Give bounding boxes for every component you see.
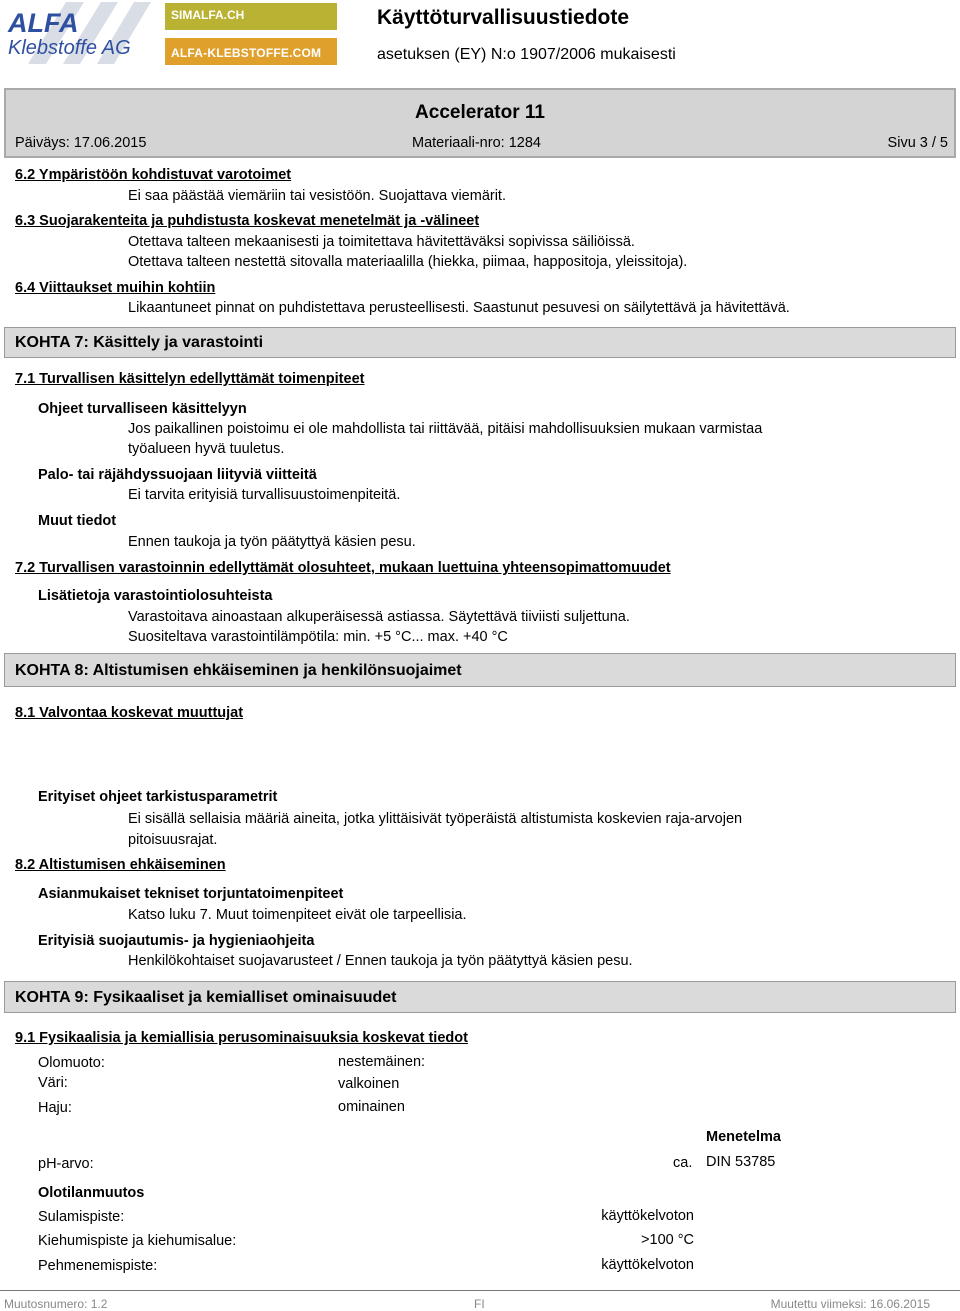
- heading-8-1: 8.1 Valvontaa koskevat muuttujat: [15, 705, 244, 721]
- value-vari: valkoinen: [338, 1076, 400, 1092]
- heading-state-change: Olotilanmuutos: [38, 1185, 145, 1201]
- text-hygiene: Henkilökohtaiset suojavarusteet / Ennen taukoja ja työn päätyttyä käsien pesu.: [128, 953, 633, 969]
- footer-language: FI: [474, 1297, 485, 1311]
- heading-7-2: 7.2 Turvallisen varastoinnin edellyttämät olosuhteet, mukaan luettuina yhteensopimattomuudet: [15, 560, 671, 576]
- heading-fire-protection: Palo- tai räjähdyssuojaan liityviä viitteitä: [38, 467, 317, 483]
- value-ph: ca.: [673, 1155, 693, 1171]
- alfa-logo: [6, 2, 156, 64]
- value-olomuoto: nestemäinen:: [338, 1054, 426, 1070]
- text-6-3-line2: Otettava talteen nestettä sitovalla materiaalilla (hiekka, piimaa, happositoja, yleissitoja).: [128, 254, 688, 270]
- footer-revision: Muutosnumero: 1.2: [4, 1297, 108, 1311]
- logo-alfa-text: ALFA: [8, 8, 79, 38]
- value-melting-point: käyttökelvoton: [601, 1208, 694, 1224]
- label-boiling-point: Kiehumispiste ja kiehumisalue:: [38, 1233, 237, 1249]
- text-other-info: Ennen taukoja ja työn päätyttyä käsien pesu.: [128, 534, 416, 550]
- heading-8-2: 8.2 Altistumisen ehkäiseminen: [15, 857, 226, 873]
- section-8-bar: KOHTA 8: Altistumisen ehkäiseminen ja henkilönsuojaimet: [4, 653, 956, 687]
- heading-7-1: 7.1 Turvallisen käsittelyn edellyttämät toimenpiteet: [15, 371, 365, 387]
- heading-other-info: Muut tiedot: [38, 513, 117, 529]
- heading-control-parameters: Erityiset ohjeet tarkistusparametrit: [38, 789, 278, 805]
- value-haju: ominainen: [338, 1099, 405, 1115]
- text-fire-protection: Ei tarvita erityisiä turvallisuustoimenpiteitä.: [128, 487, 401, 503]
- heading-engineering-controls: Asianmukaiset tekniset torjuntatoimenpiteet: [38, 886, 344, 902]
- simalfa-link[interactable]: SIMALFA.CH: [165, 3, 337, 30]
- footer-divider: [0, 1290, 960, 1291]
- document-title: Käyttöturvallisuustiedote: [377, 6, 630, 29]
- label-ph: pH-arvo:: [38, 1156, 94, 1172]
- heading-6-3: 6.3 Suojarakenteita ja puhdistusta koskevat menetelmät ja -välineet: [15, 213, 480, 229]
- text-control-parameters-2: pitoisuusrajat.: [128, 832, 218, 848]
- heading-storage-info: Lisätietoja varastointiolosuhteista: [38, 588, 273, 604]
- heading-6-2: 6.2 Ympäristöön kohdistuvat varotoimet: [15, 167, 292, 183]
- label-olomuoto: Olomuoto:: [38, 1055, 105, 1071]
- heading-hygiene: Erityisiä suojautumis- ja hygieniaohjeita: [38, 933, 315, 949]
- section-9-bar: KOHTA 9: Fysikaaliset ja kemialliset ominaisuudet: [4, 981, 956, 1013]
- text-control-parameters-1: Ei sisällä sellaisia määriä aineita, jotka ylittäisivät työperäistä altistumista koskevien raja-arvojen: [128, 811, 743, 827]
- heading-safe-handling: Ohjeet turvalliseen käsittelyyn: [38, 401, 247, 417]
- method-ph: DIN 53785: [706, 1154, 776, 1170]
- label-haju: Haju:: [38, 1100, 72, 1116]
- text-safe-handling-2: työalueen hyvä tuuletus.: [128, 441, 285, 457]
- text-6-2: Ei saa päästää viemäriin tai vesistöön. Suojattava viemärit.: [128, 188, 506, 204]
- text-storage-1: Varastoitava ainoastaan alkuperäisessä astiassa. Säytettävä tiiviisti suljettuna.: [128, 609, 630, 625]
- value-boiling-point: >100 °C: [641, 1232, 694, 1248]
- alfa-logo-graphic: [6, 2, 156, 64]
- text-engineering-controls: Katso luku 7. Muut toimenpiteet eivät ole tarpeellisia.: [128, 907, 467, 923]
- product-name: Accelerator 11: [415, 102, 545, 123]
- text-safe-handling-1: Jos paikallinen poistoimu ei ole mahdollista tai riittävää, pitäisi mahdollisuuksien mukaan varmistaa: [128, 421, 763, 437]
- document-subtitle: asetuksen (EY) N:o 1907/2006 mukaisesti: [377, 46, 676, 63]
- issue-date: Päiväys: 17.06.2015: [15, 135, 147, 151]
- text-6-4: Likaantuneet pinnat on puhdistettava perusteellisesti. Saastunut pesuvesi on säilytettävä ja hävitettävä.: [128, 300, 790, 316]
- text-storage-2: Suositeltava varastointilämpötila: min. +5 °C... max. +40 °C: [128, 629, 508, 645]
- section-7-bar: KOHTA 7: Käsittely ja varastointi: [4, 327, 956, 358]
- heading-6-4: 6.4 Viittaukset muihin kohtiin: [15, 280, 216, 296]
- material-number: Materiaali-nro: 1284: [412, 135, 541, 151]
- logo-company-text: Klebstoffe AG: [8, 37, 131, 59]
- heading-9-1: 9.1 Fysikaalisia ja kemiallisia perusominaisuuksia koskevat tiedot: [15, 1030, 468, 1046]
- text-6-3-line1: Otettava talteen mekaanisesti ja toimitettava hävitettäväksi sopivissa säiliöissä.: [128, 234, 635, 250]
- page-number: Sivu 3 / 5: [887, 135, 948, 151]
- klebstoffe-link[interactable]: ALFA-KLEBSTOFFE.COM: [165, 38, 337, 65]
- label-vari: Väri:: [38, 1075, 68, 1091]
- label-melting-point: Sulamispiste:: [38, 1209, 125, 1225]
- value-softening-point: käyttökelvoton: [601, 1257, 694, 1273]
- footer-modified: Muutettu viimeksi: 16.06.2015: [770, 1297, 930, 1311]
- label-softening-point: Pehmenemispiste:: [38, 1258, 158, 1274]
- header-method: Menetelma: [706, 1129, 781, 1145]
